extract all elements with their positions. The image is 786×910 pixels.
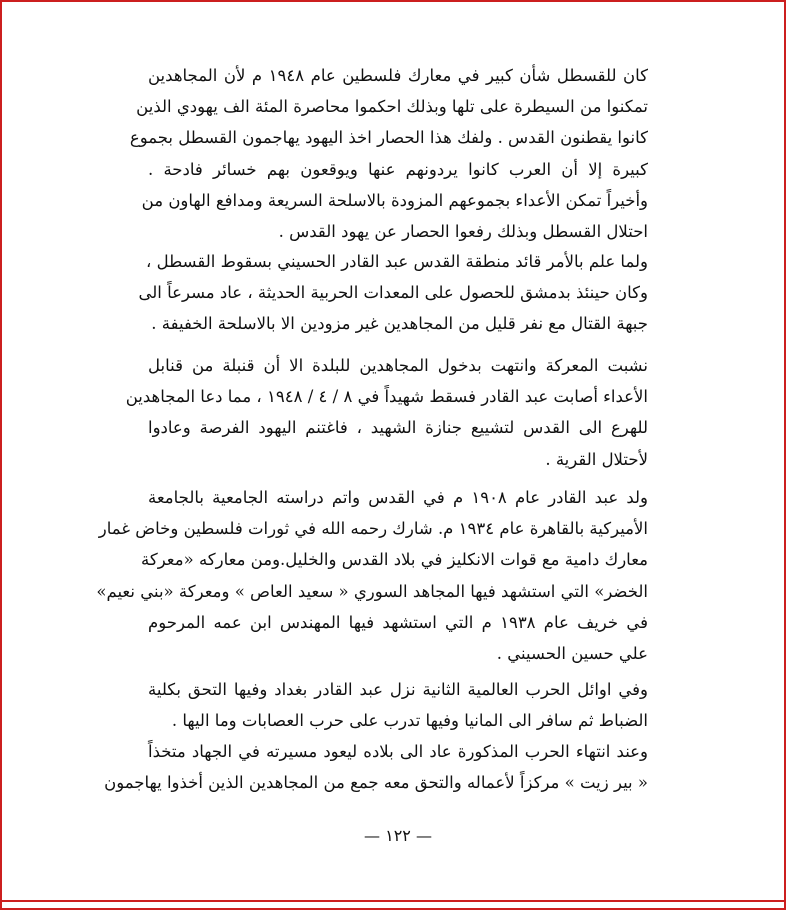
text-line: كان للقسطل شأن كبير في معارك فلسطين عام ١٩٤٨ م لأن المجاهدين: [148, 66, 649, 85]
text-line: كانوا يقطنون القدس . ولفك هذا الحصار اخذ اليهود يهاجمون القسطل بجموع: [129, 128, 648, 148]
text-line: ولد عبد القادر عام ١٩٠٨ م في القدس واتم دراسته الجامعية بالجامعة: [148, 488, 648, 507]
text-line: تمكنوا من السيطرة على تلها وبذلك احكموا محاصرة المئة الف يهودي الذين: [136, 97, 648, 117]
text-line: « بير زيت » مركزاً لأعماله والتحق معه جمع من المجاهدين الذين أخذوا يهاجمون: [104, 773, 648, 793]
text-line: للهرع الى القدس لتشييع جنازة الشهيد ، فاغتنم اليهود الفرصة وعادوا: [148, 418, 648, 438]
text-line: كبيرة إلا أن العرب كانوا يردونهم عنها ويوقعون بهم خسائر فادحة .: [148, 159, 648, 179]
paragraph-4: [96, 482, 648, 669]
text-line: وعند انتهاء الحرب المذكورة عاد الى بلاده ليعود مسيرته في الجهاد متخذاً: [148, 742, 648, 761]
paragraph-6: [104, 736, 648, 798]
page-number: — ١٢٢ —: [364, 826, 432, 845]
text-line: وكان حينئذ بدمشق للحصول على المعدات الحربية الحديثة ، عاد مسرعاً الى: [138, 283, 648, 303]
text-line: معارك دامية مع قوات الانكليز في بلاد القدس والخليل.ومن معاركه «معركة: [141, 550, 648, 570]
text-line: الضباط ثم سافر الى المانيا وفيها تدرب على حرب العصابات وما اليها .: [171, 711, 648, 731]
text-line: وأخيراً تمكن الأعداء بجموعهم المزودة بالاسلحة السريعة ومدافع الهاون من: [141, 190, 648, 210]
paragraph-2: [138, 246, 648, 340]
text-line: نشبت المعركة وانتهت بدخول المجاهدين للبلدة الا أن قنبلة من قنابل: [148, 356, 648, 375]
text-line: في خريف عام ١٩٣٨ م التي استشهد فيها المهندس ابن عمه المرحوم: [148, 612, 648, 632]
text-line: الأعداء أصابت عبد القادر فسقط شهيداً في ٨ / ٤ / ١٩٤٨ ، مما دعا المجاهدين: [125, 387, 648, 407]
text-line: الأميركية بالقاهرة عام ١٩٣٤ م. شارك رحمه الله في ثورات فلسطين وخاض غمار: [98, 519, 648, 539]
text-line: لأحتلال القرية .: [545, 449, 648, 469]
text-line: وفي اوائل الحرب العالمية الثانية نزل عبد القادر بغداد وفيها التحق بكلية: [148, 680, 648, 699]
text-line: جبهة القتال مع نفر قليل من المجاهدين غير مزودين الا بالاسلحة الخفيفة .: [151, 314, 648, 334]
text-line: ولما علم بالأمر قائد منطقة القدس عبد القادر الحسيني بسقوط القسطل ،: [146, 252, 648, 271]
text-line: احتلال القسطل وبذلك رفعوا الحصار عن يهود القدس .: [278, 221, 648, 241]
text-line: الخضر» التي استشهد فيها المجاهد السوري « سعيد العاص » ومعركة «بني نعيم»: [96, 581, 648, 601]
paragraph-3: [125, 350, 648, 475]
paragraph-5: [148, 674, 648, 736]
text-line: علي حسين الحسيني .: [496, 643, 648, 663]
paragraph-1: [129, 60, 649, 247]
